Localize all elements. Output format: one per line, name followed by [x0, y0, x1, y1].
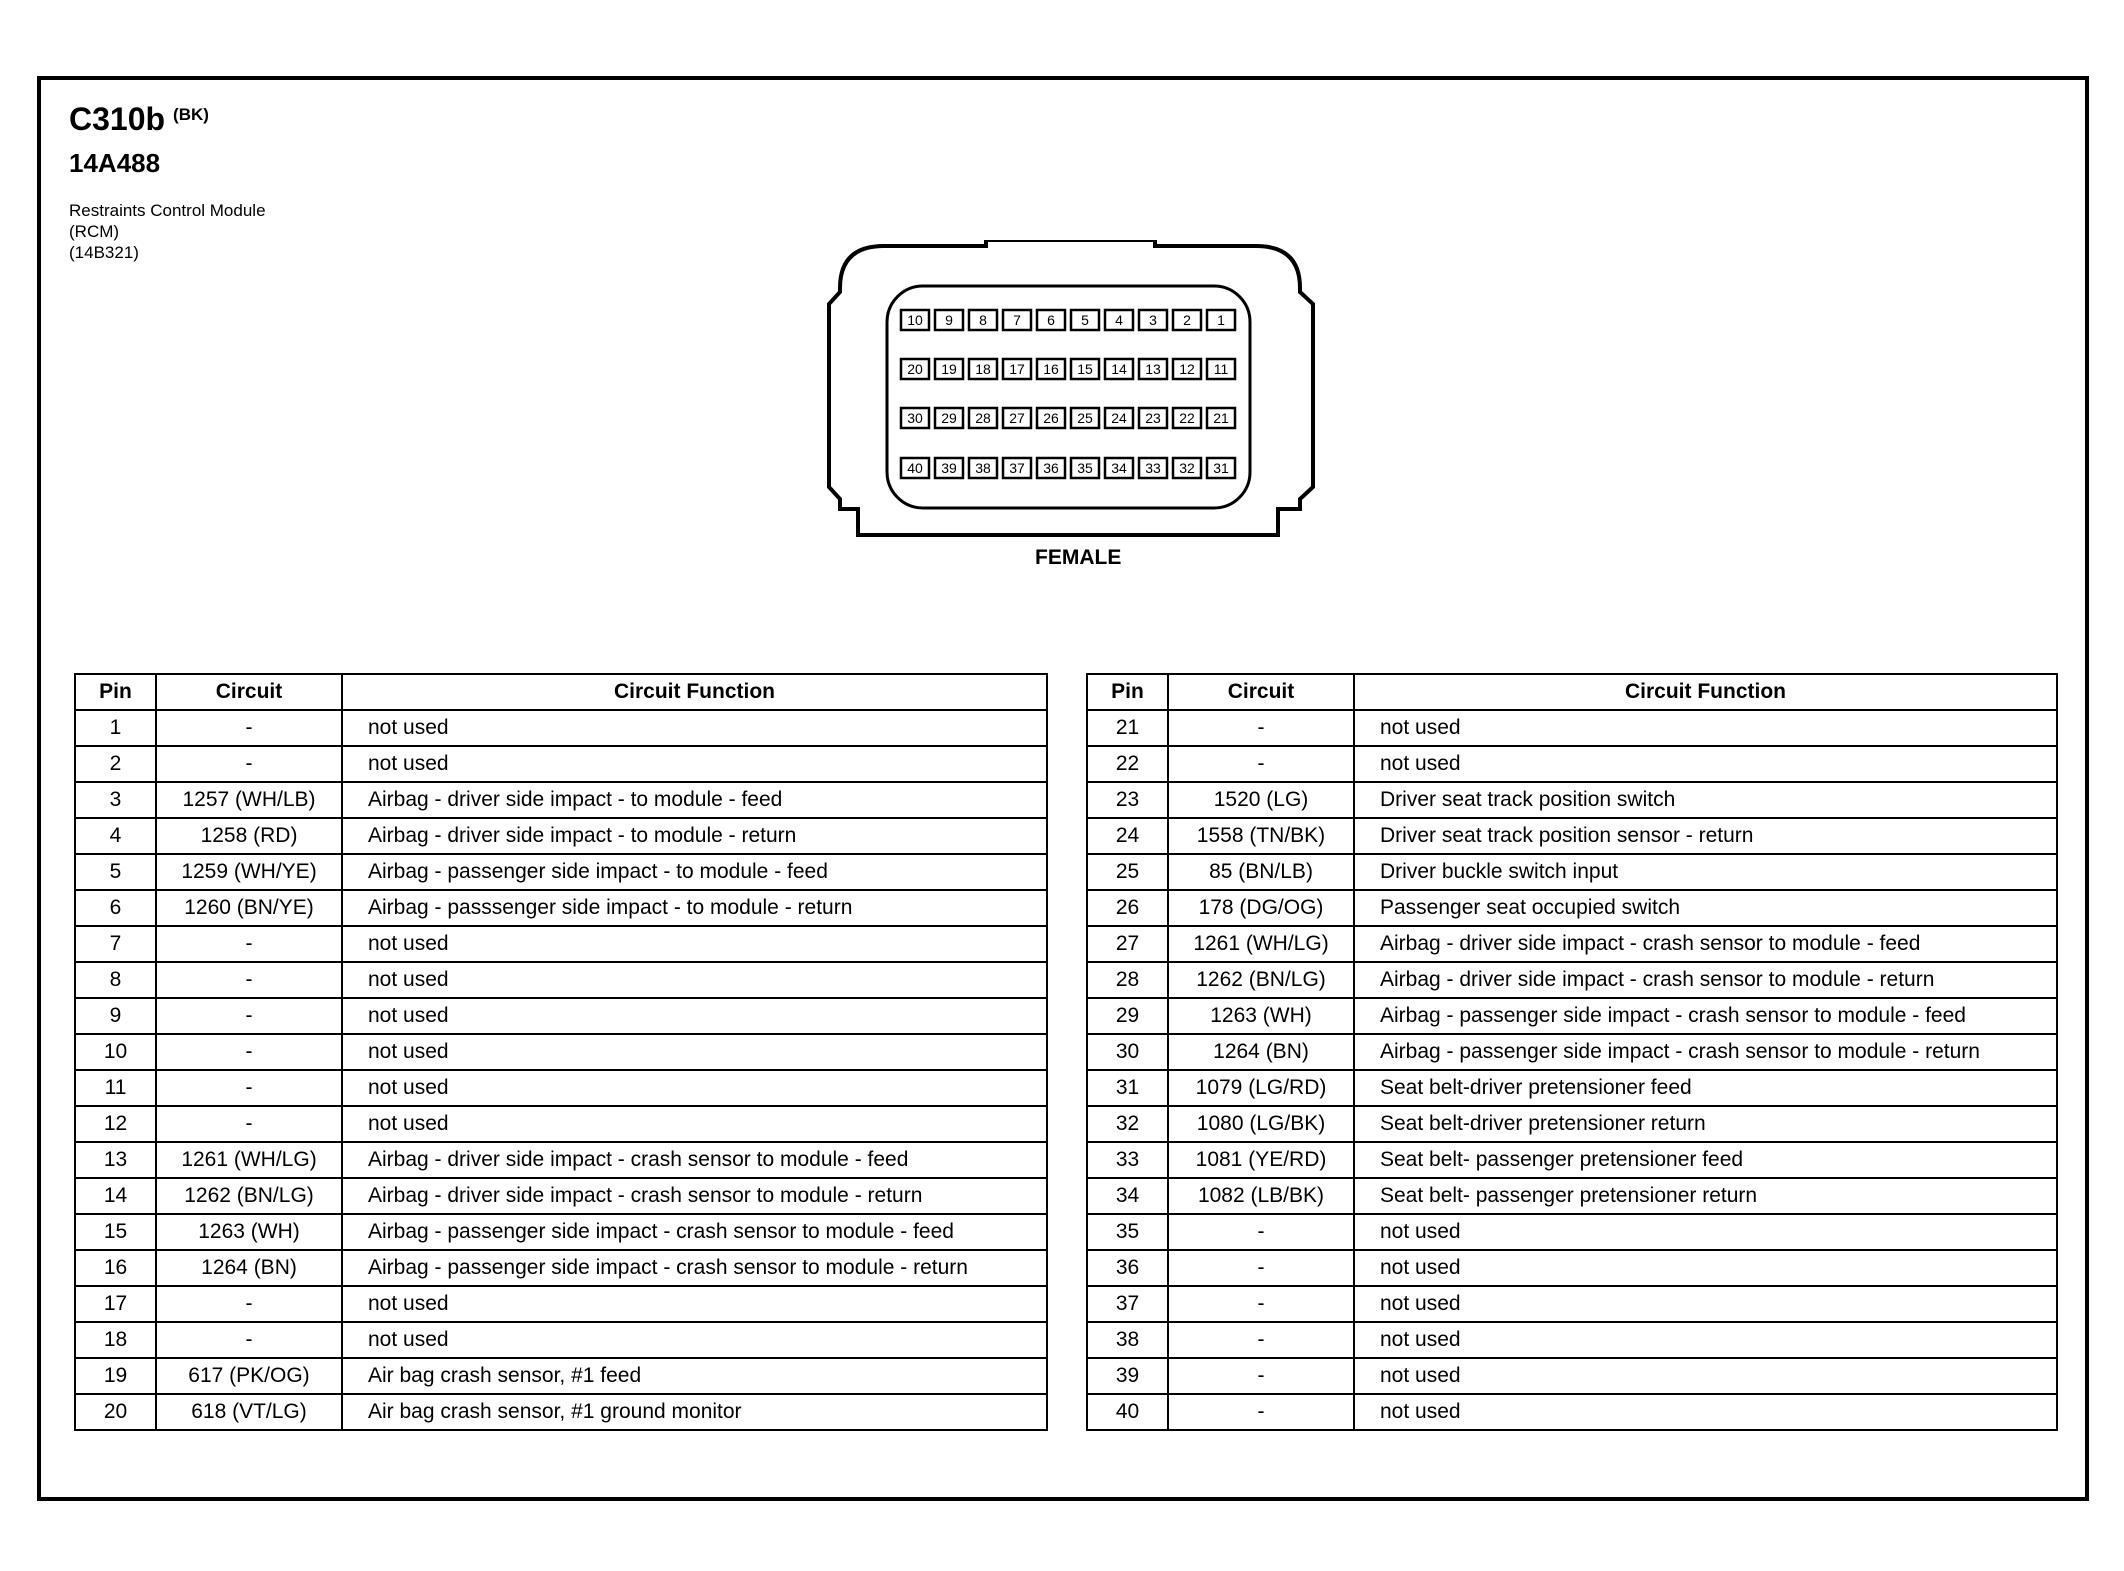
circuit-function-cell: not used: [1354, 1250, 2057, 1286]
pin-cavity: [1105, 408, 1133, 428]
pin-cell: 2: [75, 746, 156, 782]
pin-cavity: [1207, 359, 1235, 379]
pin-cell: 34: [1087, 1178, 1168, 1214]
table-header-row: [75, 674, 1047, 710]
table-row: [75, 998, 1047, 1034]
circuit-function-cell: Seat belt-driver pretensioner return: [1354, 1106, 2057, 1142]
pin-cavity-number: 11: [1213, 361, 1229, 377]
pin-cell: 17: [75, 1286, 156, 1322]
pin-cavity-number: 30: [907, 410, 923, 426]
connector-color-code: (BK): [173, 105, 209, 124]
pin-cavity: [969, 310, 997, 330]
pin-cavity-number: 6: [1047, 312, 1055, 328]
circuit-function-cell: not used: [1354, 1214, 2057, 1250]
circuit-function-cell: Airbag - passenger side impact - crash sensor to module - feed: [342, 1214, 1047, 1250]
pin-cavity: [1139, 408, 1167, 428]
pin-cavity: [969, 458, 997, 478]
pin-cavity-number: 27: [1009, 410, 1025, 426]
circuit-cell: 1080 (LG/BK): [1168, 1106, 1354, 1142]
circuit-cell: -: [156, 926, 342, 962]
circuit-cell: 1260 (BN/YE): [156, 890, 342, 926]
pin-cell: 28: [1087, 962, 1168, 998]
header-pin: Pin: [75, 674, 156, 710]
pin-cell: 38: [1087, 1322, 1168, 1358]
connector-gender-label: FEMALE: [1035, 546, 1122, 569]
circuit-cell: -: [1168, 1250, 1354, 1286]
table-row: [75, 962, 1047, 998]
pin-cell: 8: [75, 962, 156, 998]
table-row: [1087, 1286, 2057, 1322]
pin-cavity-number: 31: [1213, 460, 1229, 476]
pin-cavity-number: 28: [975, 410, 991, 426]
header-circuit: Circuit: [1168, 674, 1354, 710]
pin-cavity: [1003, 458, 1031, 478]
circuit-function-cell: Airbag - passenger side impact - crash sensor to module - return: [342, 1250, 1047, 1286]
header-circuit: Circuit: [156, 674, 342, 710]
circuit-cell: -: [156, 1034, 342, 1070]
pin-cavity: [1071, 310, 1099, 330]
pin-cavity-number: 40: [907, 460, 923, 476]
pin-cell: 7: [75, 926, 156, 962]
pin-cell: 19: [75, 1358, 156, 1394]
module-description-line: Restraints Control Module: [69, 201, 266, 220]
pin-cavity-number: 24: [1111, 410, 1127, 426]
table-row: [75, 710, 1047, 746]
circuit-function-cell: not used: [1354, 1394, 2057, 1430]
pin-cell: 9: [75, 998, 156, 1034]
pin-cavity: [1037, 359, 1065, 379]
pin-cavity-number: 35: [1077, 460, 1093, 476]
pin-cavity: [901, 458, 929, 478]
pin-cavity-number: 32: [1179, 460, 1195, 476]
circuit-function-cell: Driver seat track position sensor - return: [1354, 818, 2057, 854]
pin-cavity: [935, 408, 963, 428]
pin-cavity: [1173, 408, 1201, 428]
circuit-cell: -: [156, 1322, 342, 1358]
pin-cavity-number: 14: [1111, 361, 1127, 377]
circuit-cell: -: [1168, 710, 1354, 746]
table-row: [1087, 1034, 2057, 1070]
table-row: [1087, 890, 2057, 926]
pin-cell: 37: [1087, 1286, 1168, 1322]
table-row: [1087, 818, 2057, 854]
circuit-cell: 1258 (RD): [156, 818, 342, 854]
circuit-function-cell: Airbag - driver side impact - crash sensor to module - feed: [1354, 926, 2057, 962]
table-row: [75, 1142, 1047, 1178]
pin-cavity: [935, 458, 963, 478]
pin-cavity-number: 26: [1043, 410, 1059, 426]
pin-cavity: [1037, 458, 1065, 478]
table-row: [1087, 1322, 2057, 1358]
pin-cavity-number: 15: [1077, 361, 1093, 377]
table-row: [1087, 962, 2057, 998]
table-row: [1087, 1106, 2057, 1142]
table-row: [1087, 1250, 2057, 1286]
pin-cell: 20: [75, 1394, 156, 1430]
pin-cell: 6: [75, 890, 156, 926]
circuit-function-cell: Passenger seat occupied switch: [1354, 890, 2057, 926]
pin-cell: 24: [1087, 818, 1168, 854]
table-row: [1087, 1070, 2057, 1106]
pin-cavity: [1003, 359, 1031, 379]
module-description: [69, 200, 266, 263]
pin-cavity-number: 10: [907, 312, 923, 328]
table-row: [1087, 1142, 2057, 1178]
header-circuit-function: Circuit Function: [342, 674, 1047, 710]
circuit-function-cell: Airbag - driver side impact - to module - feed: [342, 782, 1047, 818]
module-description-line: (14B321): [69, 243, 139, 262]
pin-cell: 18: [75, 1322, 156, 1358]
pin-cell: 15: [75, 1214, 156, 1250]
pin-cell: 30: [1087, 1034, 1168, 1070]
circuit-function-cell: Airbag - driver side impact - crash sensor to module - return: [1354, 962, 2057, 998]
pin-cavity: [1173, 458, 1201, 478]
part-number: 14A488: [69, 148, 161, 178]
table-row: [75, 1214, 1047, 1250]
circuit-cell: 1257 (WH/LB): [156, 782, 342, 818]
circuit-function-cell: Airbag - passenger side impact - crash sensor to module - feed: [1354, 998, 2057, 1034]
circuit-cell: 1082 (LB/BK): [1168, 1178, 1354, 1214]
pin-cavity: [1139, 310, 1167, 330]
pin-cavity: [1003, 310, 1031, 330]
circuit-cell: 1263 (WH): [1168, 998, 1354, 1034]
pin-cell: 23: [1087, 782, 1168, 818]
circuit-cell: 1264 (BN): [156, 1250, 342, 1286]
table-row: [75, 854, 1047, 890]
pin-cavity: [1139, 359, 1167, 379]
pin-cavity-number: 12: [1179, 361, 1195, 377]
pin-cavity: [1105, 310, 1133, 330]
table-row: [75, 1358, 1047, 1394]
pin-cavity-number: 25: [1077, 410, 1093, 426]
circuit-function-cell: not used: [1354, 1322, 2057, 1358]
pin-cavity-number: 13: [1145, 361, 1161, 377]
table-row: [75, 1250, 1047, 1286]
circuit-function-cell: not used: [342, 1034, 1047, 1070]
circuit-function-cell: Seat belt- passenger pretensioner return: [1354, 1178, 2057, 1214]
pin-cell: 26: [1087, 890, 1168, 926]
circuit-cell: 1259 (WH/YE): [156, 854, 342, 890]
pin-cavity-number: 29: [941, 410, 957, 426]
pin-cavity: [1105, 359, 1133, 379]
pin-cavity: [935, 310, 963, 330]
circuit-function-cell: Air bag crash sensor, #1 feed: [342, 1358, 1047, 1394]
pin-cell: 22: [1087, 746, 1168, 782]
circuit-cell: 617 (PK/OG): [156, 1358, 342, 1394]
circuit-cell: 1263 (WH): [156, 1214, 342, 1250]
table-row: [1087, 1214, 2057, 1250]
circuit-cell: -: [1168, 1286, 1354, 1322]
circuit-cell: 1558 (TN/BK): [1168, 818, 1354, 854]
table-row: [1087, 1178, 2057, 1214]
circuit-cell: -: [156, 1286, 342, 1322]
pin-cell: 16: [75, 1250, 156, 1286]
table-row: [75, 1322, 1047, 1358]
table-row: [75, 746, 1047, 782]
circuit-function-cell: not used: [1354, 1286, 2057, 1322]
circuit-function-cell: not used: [342, 1322, 1047, 1358]
pin-cavity-number: 17: [1009, 361, 1025, 377]
circuit-function-cell: Airbag - driver side impact - crash sensor to module - return: [342, 1178, 1047, 1214]
pin-cavity-number: 9: [945, 312, 953, 328]
circuit-function-cell: Airbag - passsenger side impact - to module - return: [342, 890, 1047, 926]
pin-cavity-number: 2: [1183, 312, 1191, 328]
pin-cavity: [1207, 458, 1235, 478]
table-row: [75, 1070, 1047, 1106]
circuit-function-cell: Airbag - driver side impact - crash sensor to module - feed: [342, 1142, 1047, 1178]
circuit-cell: 1261 (WH/LG): [1168, 926, 1354, 962]
circuit-function-cell: not used: [342, 926, 1047, 962]
pin-cavity: [1105, 458, 1133, 478]
circuit-cell: 1079 (LG/RD): [1168, 1070, 1354, 1106]
circuit-function-cell: Airbag - driver side impact - to module - return: [342, 818, 1047, 854]
circuit-cell: 85 (BN/LB): [1168, 854, 1354, 890]
pin-cavity-number: 22: [1179, 410, 1195, 426]
pin-cavity: [1139, 458, 1167, 478]
pin-cavity: [1207, 310, 1235, 330]
pin-cell: 21: [1087, 710, 1168, 746]
pin-cell: 12: [75, 1106, 156, 1142]
pin-cavity: [901, 359, 929, 379]
circuit-function-cell: not used: [1354, 1358, 2057, 1394]
circuit-cell: -: [156, 962, 342, 998]
circuit-cell: -: [156, 1106, 342, 1142]
circuit-cell: -: [156, 710, 342, 746]
circuit-function-cell: not used: [342, 1070, 1047, 1106]
connector-title: [69, 101, 209, 138]
table-row: [75, 890, 1047, 926]
circuit-function-cell: not used: [342, 962, 1047, 998]
circuit-cell: -: [1168, 1358, 1354, 1394]
circuit-function-cell: Air bag crash sensor, #1 ground monitor: [342, 1394, 1047, 1430]
pin-cavity-number: 33: [1145, 460, 1161, 476]
pin-cell: 33: [1087, 1142, 1168, 1178]
table-row: [1087, 998, 2057, 1034]
table-row: [75, 1178, 1047, 1214]
pin-cell: 10: [75, 1034, 156, 1070]
pin-cell: 31: [1087, 1070, 1168, 1106]
pin-cavity: [969, 408, 997, 428]
table-row: [1087, 926, 2057, 962]
circuit-cell: -: [1168, 746, 1354, 782]
table-row: [75, 926, 1047, 962]
circuit-function-cell: Seat belt- passenger pretensioner feed: [1354, 1142, 2057, 1178]
pin-cavity: [1037, 408, 1065, 428]
pin-cell: 4: [75, 818, 156, 854]
pinout-table-left: [74, 673, 1048, 1431]
circuit-function-cell: not used: [342, 746, 1047, 782]
pin-cavity: [1071, 359, 1099, 379]
header-circuit-function: Circuit Function: [1354, 674, 2057, 710]
circuit-cell: -: [1168, 1322, 1354, 1358]
pin-cavity: [1037, 310, 1065, 330]
circuit-cell: -: [1168, 1394, 1354, 1430]
pin-cell: 13: [75, 1142, 156, 1178]
pinout-table-right: [1086, 673, 2058, 1431]
pin-cavity: [1071, 458, 1099, 478]
table-row: [1087, 710, 2057, 746]
table-row: [1087, 854, 2057, 890]
table-row: [1087, 782, 2057, 818]
table-row: [75, 1286, 1047, 1322]
pin-cell: 11: [75, 1070, 156, 1106]
circuit-cell: 618 (VT/LG): [156, 1394, 342, 1430]
pin-cell: 39: [1087, 1358, 1168, 1394]
pin-cavity: [1003, 408, 1031, 428]
pin-cavity-number: 16: [1043, 361, 1059, 377]
circuit-function-cell: not used: [342, 998, 1047, 1034]
pin-cell: 25: [1087, 854, 1168, 890]
circuit-cell: 1264 (BN): [1168, 1034, 1354, 1070]
circuit-cell: 178 (DG/OG): [1168, 890, 1354, 926]
circuit-function-cell: not used: [342, 1286, 1047, 1322]
pin-cell: 3: [75, 782, 156, 818]
pin-cavity: [935, 359, 963, 379]
pin-cavity-number: 20: [907, 361, 923, 377]
pin-cavity-number: 19: [941, 361, 957, 377]
pin-cavity-number: 5: [1081, 312, 1089, 328]
table-row: [75, 1394, 1047, 1430]
connector-id: C310b: [69, 101, 166, 137]
circuit-cell: 1081 (YE/RD): [1168, 1142, 1354, 1178]
circuit-cell: -: [1168, 1214, 1354, 1250]
pin-cell: 40: [1087, 1394, 1168, 1430]
pin-cavity-number: 4: [1115, 312, 1123, 328]
pin-cavity: [1173, 359, 1201, 379]
pin-cavity: [901, 408, 929, 428]
circuit-cell: -: [156, 998, 342, 1034]
pin-cell: 36: [1087, 1250, 1168, 1286]
circuit-function-cell: not used: [1354, 746, 2057, 782]
circuit-function-cell: Driver seat track position switch: [1354, 782, 2057, 818]
circuit-function-cell: not used: [342, 710, 1047, 746]
header-pin: Pin: [1087, 674, 1168, 710]
pin-cavity-number: 36: [1043, 460, 1059, 476]
pin-cell: 32: [1087, 1106, 1168, 1142]
circuit-cell: 1520 (LG): [1168, 782, 1354, 818]
pin-cavity-number: 39: [941, 460, 957, 476]
circuit-cell: -: [156, 1070, 342, 1106]
table-row: [1087, 746, 2057, 782]
pin-cell: 29: [1087, 998, 1168, 1034]
connector-face-diagram: [820, 240, 1320, 540]
pin-cavity-number: 18: [975, 361, 991, 377]
table-header-row: [1087, 674, 2057, 710]
pin-cavity-number: 8: [979, 312, 987, 328]
circuit-function-cell: not used: [1354, 710, 2057, 746]
table-row: [75, 1106, 1047, 1142]
pin-cavity: [1071, 408, 1099, 428]
pin-cavity-number: 7: [1013, 312, 1021, 328]
module-description-line: (RCM): [69, 222, 120, 241]
pin-cell: 27: [1087, 926, 1168, 962]
pin-cavity: [901, 310, 929, 330]
circuit-cell: 1261 (WH/LG): [156, 1142, 342, 1178]
circuit-function-cell: not used: [342, 1106, 1047, 1142]
circuit-function-cell: Airbag - passenger side impact - crash sensor to module - return: [1354, 1034, 2057, 1070]
circuit-function-cell: Seat belt-driver pretensioner feed: [1354, 1070, 2057, 1106]
circuit-cell: -: [156, 746, 342, 782]
circuit-function-cell: Driver buckle switch input: [1354, 854, 2057, 890]
pin-cavity: [1173, 310, 1201, 330]
circuit-cell: 1262 (BN/LG): [156, 1178, 342, 1214]
pin-cavity: [1207, 408, 1235, 428]
pin-cell: 14: [75, 1178, 156, 1214]
pin-cavity-number: 1: [1217, 312, 1225, 328]
table-row: [75, 1034, 1047, 1070]
pin-cavity-number: 21: [1213, 410, 1229, 426]
table-row: [1087, 1394, 2057, 1430]
table-row: [1087, 1358, 2057, 1394]
pin-cavity-number: 3: [1149, 312, 1157, 328]
pin-cavity-number: 37: [1009, 460, 1025, 476]
circuit-function-cell: Airbag - passenger side impact - to module - feed: [342, 854, 1047, 890]
table-row: [75, 782, 1047, 818]
pin-cell: 35: [1087, 1214, 1168, 1250]
circuit-cell: 1262 (BN/LG): [1168, 962, 1354, 998]
pin-cavity-number: 23: [1145, 410, 1161, 426]
table-row: [75, 818, 1047, 854]
pin-cavity-number: 38: [975, 460, 991, 476]
pin-cavity: [969, 359, 997, 379]
pin-cell: 5: [75, 854, 156, 890]
pin-cell: 1: [75, 710, 156, 746]
pin-cavity-number: 34: [1111, 460, 1127, 476]
